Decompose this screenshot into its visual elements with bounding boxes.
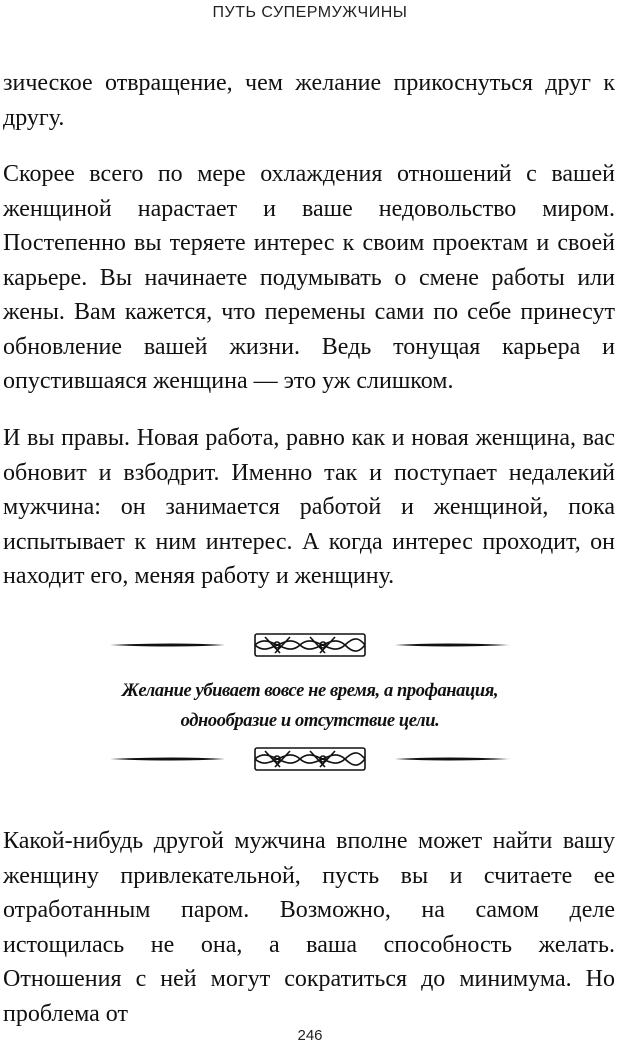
page-number: 246 <box>297 1027 323 1044</box>
celtic-divider-bottom <box>105 739 515 779</box>
paragraph-3: И вы правы. Новая работа, равно как и новая женщина, вас обновит и взбодрит. Именно так и поступает недалекий мужчина: он занимается работой и женщиной, пока испытывает к ним интерес. А когда интерес проходит, он находит его, меняя работу и женщину. <box>3 425 615 589</box>
pull-quote-line-1: Желание убивает вовсе не время, а профанация, <box>121 681 499 701</box>
paragraph-4: Какой-нибудь другой мужчина вполне может найти вашу женщину привлекательной, пусть вы и считаете ее отработанным паром. Возможно, на самом деле истощилась не она, а ваша способность желать. Отношения с ней могут сократиться до минимума. Но проблема от <box>3 828 615 1027</box>
paragraph-2: Скорее всего по мере охлаждения отношений с вашей женщиной нарастает и ваше недовольство миром. Постепенно вы теряете интерес к своим проектам и своей карьере. Вы начинаете подумывать о смене работы или жены. Вам кажется, что перемены сами по себе принесут обновление вашей жизни. Ведь тонущая карьера и опустившаяся женщина — это уж слишком. <box>3 161 615 394</box>
running-header: ПУТЬ СУПЕРМУЖЧИНЫ <box>212 4 408 21</box>
pull-quote <box>60 676 560 736</box>
paragraph-1: зическое отвращение, чем желание прикоснуться друг к другу. <box>3 70 615 131</box>
pull-quote-line-2: однообразие и отсутствие цели. <box>180 711 440 731</box>
celtic-divider-top <box>105 625 515 665</box>
